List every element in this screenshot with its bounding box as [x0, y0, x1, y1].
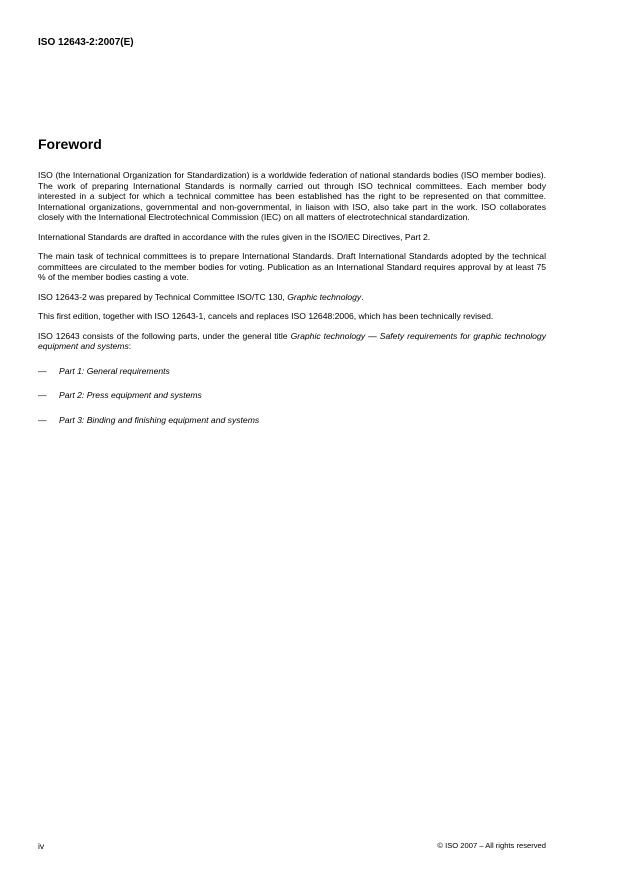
prepared-by-end: . — [361, 291, 364, 302]
dash-bullet: — — [38, 390, 47, 400]
parts-intro-text: ISO 12643 consists of the following parts, under the general title — [38, 330, 291, 341]
page-title: Foreword — [38, 136, 102, 152]
parts-intro-end: : — [128, 341, 132, 351]
foreword-body — [38, 170, 546, 439]
part-title: Part 1: General requirements — [59, 365, 170, 376]
paragraph-technical-committees: The main task of technical committees is to prepare International Standards. Draft International Standards adopted by the technical committees are circulated to the member bodies for voting. Publication as an International Standard requires approval by at least 75 % of the member bodies casting a vote. — [38, 251, 546, 282]
document-identifier: ISO 12643-2:2007(E) — [38, 37, 134, 48]
parts-list — [38, 366, 546, 426]
list-item — [38, 366, 546, 377]
page-number: iv — [38, 841, 45, 851]
copyright-notice: © ISO 2007 – All rights reserved — [437, 841, 546, 850]
paragraph-drafting-rules: International Standards are drafted in accordance with the rules given in the ISO/IEC Directives, Part 2. — [38, 231, 431, 242]
dash-bullet: — — [38, 365, 47, 376]
paragraph-prepared-by — [38, 292, 546, 303]
paragraph-iso-federation: ISO (the International Organization for Standardization) is a worldwide federation of national standards bodies (ISO member bodies). The work of preparing International Standards is normally carried out through ISO technical committees. Each member body interested in a subject for which a technical committee has been established has the right to be represented on that committee. International organizations, governmental and non-governmental, in liaison with ISO, also take part in the work. ISO collaborates closely with the International Electrotechnical Commission (IEC) on all matters of electrotechnical standardization. — [38, 170, 546, 222]
list-item — [38, 390, 546, 401]
part-title: Part 2: Press equipment and systems — [59, 390, 202, 400]
list-item — [38, 415, 546, 426]
dash-bullet: — — [38, 414, 47, 425]
paragraph-edition: This first edition, together with ISO 12643-1, cancels and replaces ISO 12648:2006, which has been technically revised. — [38, 311, 494, 321]
prepared-by-text: ISO 12643-2 was prepared by Technical Committee ISO/TC 130, — [38, 291, 288, 302]
paragraph-parts-intro — [38, 331, 546, 352]
committee-topic: Graphic technology — [287, 291, 362, 302]
part-title: Part 3: Binding and finishing equipment and systems — [59, 414, 260, 425]
general-title: Graphic technology — Safety requirements for graphic technology equipment and systems — [38, 330, 546, 351]
